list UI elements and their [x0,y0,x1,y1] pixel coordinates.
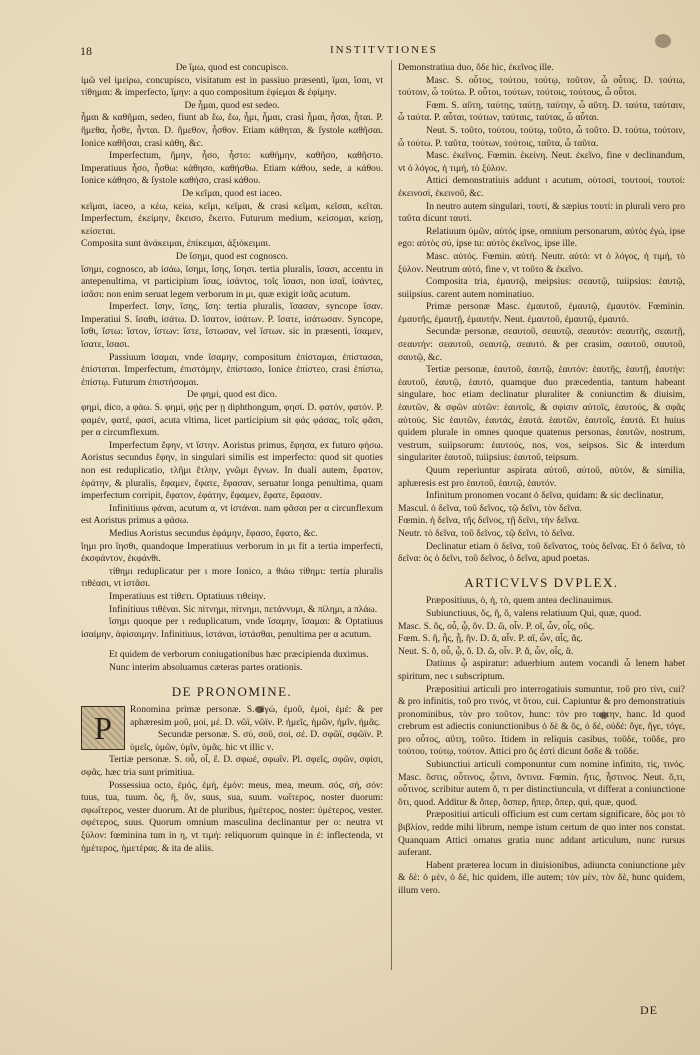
paragraph: Secundæ personæ, σεαυτοῦ, σεαυτῷ, σεαυτόν: σεαυτῆς, σεαυτῇ, σεαυτήν: σεαυτοῦ, σεαυτῷ, σεαυτό. & per crasim, σαυτοῦ, σαυτοῦ, σαυτῷ, &c. [398,326,685,363]
paragraph: Imperfectum, ἥμην, ἧσο, ἧστο: καθήμην, καθῆσο, καθῆστο. Imperatiuus ἧσο, ἧσθω: κάθησο, καθήσθω. Etiam κάθου, sede, a κάθου. Ionice κάθησο, & ſystole καθήσο, crasi κάθου. [81,150,383,187]
paragraph: Masc. αὐτός. Fœmin. αὐτή. Neutr. αὐτό: vt ὁ λόγος, ἡ τιμή, τὸ ξύλον. Neutrum αὐτό, fine ν, vt τοῦτο & ἐκεῖνο. [398,250,685,275]
paragraph: Imperatiuus est τίθετι. Optatiuus τιθείην. [109,590,266,602]
running-title: INSTITVTIONES [330,44,438,56]
paragraph: Composita sunt ἀνάκειμαι, ἐπίκειμαι, ἀξιόκειμαι. [81,238,271,250]
page-header [80,44,660,62]
paragraph: Tertiæ personæ, ἑαυτοῦ, ἑαυτῷ, ἑαυτόν: ἑαυτῆς, ἑαυτῇ, ἑαυτήν: ἑαυτοῦ, ἑαυτῷ, ἑαυτό, quamque duo præcedentia, tantum habeant singulare, hoc etiam declinatur pluraliter & coniunctim & diuisim, ἑαυτῶν, & σφῶν αὐτῶν: ἑαυτοῖς, & σφίσιν αὐτοῖς, ἑαυτούς, & σφᾶς αὐτούς. Sic ἑαυτῶν, ἑαυτάς, ἑαυτά. ἑαυτῶν, ἑαυτοῖς, ἑαυτά. Et huius quidem plurale in omnes quoque quatenus personas, ἑαυτῶν, nostrum, vestrum, suiipsorum: ἑαυτούς, nos, vos, seipsos. Sic & interdum singulariter ἑαυτοῦ, tuiipsius: ἑαυτοῦ, teipsum. [398,364,685,464]
verb-heading: De ἧμαι, quod est sedeo. [184,99,280,111]
paragraph: Masc. S. οὗτος, τούτου, τούτῳ, τοῦτον, ὦ οὗτος. D. τούτω, τούτοιν, ὦ τούτω. P. οὗτοι, τούτων, τούτοις, τούτους, ὦ οὗτοι. [398,74,685,99]
paragraph-text: Ronomina primæ personæ. S. ἐγώ, ἐμοῦ, ἐμοί, ἐμέ: & per aphæresim μοῦ, μοί, μέ. D. νῶϊ, νῶϊν. P. ἡμεῖς, ἡμῶν, ἡμῖν, ἡμᾶς. [130,704,383,728]
catchword: DE [640,1003,658,1017]
paragraph: Subiunctiui articuli componuntur cum nomine infinito, τὶς, τινός. Masc. ὅστις, οὗτινος, ᾧτινι, ὅντινα. Fœmin. ἥτις, ἧστινος. Neut. ὅ,τι, οὗτινος. scribitur autem ὅ, τι per distinctiuncula, vt differat a coniunctione ὅτι, quod. Additur & ὄπερ, ὅσπερ, ἥπερ, ὅπερ, qui, quæ, quod. [398,759,685,808]
paragraph: Passiuum ἴσαμαι, vnde ἴσαμην, compositum ἐπίσταμαι, ἐπίστασαι, ἐπίσταται. Imperfectum, ἐπιστάμην, ἐπίστασο, Ionice ἐπίστεο, crasi ἐπίστω, ἐπίστῳ. Futurum ἐπιστήσομαι. [81,351,383,388]
paragraph: Masc. S. ὅς, οὗ, ᾧ, ὅν. D. ὥ, οἷν. P. οἵ, ὧν, οἷς, οὕς. [398,620,595,632]
paragraph: Præpositiui articuli officium est cum certam significare, δὸς μοι τὸ βιβλίον, redde mihi librum, nempe istum certum de quo inter nos constat. Quanquam Attici ornatus gratia nunc addant articulum, nunc rursus auferant. [398,809,685,859]
paragraph: ἵσημι quoque per ι reduplicatum, vnde ἵσαμην, ἵσαμαι: & Optatiuus ἱσαίμην, ἀφίσαιμην. Infinitiuus, ἱστάναι, ἱστάσθαι, penultima per α acutum. [81,616,383,640]
paragraph: Infinitiuus τιθέναι. Sic πίτνημι, πίτνημι, πετάννυμι, & πίλημι, a πλάω. [109,603,378,615]
paragraph: Fœm. S. ἥ, ἧς, ᾗ, ἥν. D. ἅ, αἷν. P. αἵ, ὧν, αἷς, ἅς. [398,633,583,645]
paragraph: Secundæ personæ. S. σύ, σοῦ, σοί, σέ. D. σφῶϊ, σφῶϊν. P. ὑμεῖς, ὑμῶν, ὑμῖν, ὑμᾶς. hic vt illic ν. [130,729,383,753]
paragraph: ἧμαι & καθῆμαι, sedeo, fiunt ab ἕω, ἕω, ἧμι, ἧμαι, crasi ἧμαι, ἧσαι, ἧται. P. ἥμεθα, ἧσθε, ἧνται. D. ἥμεθον, ἧσθον. Etiam κάθηται, & ſystole καθῆσαι. Ionice καθῆσαι, crasi κάθη, &c. [81,112,383,149]
paragraph: Primæ personæ Masc. ἐμαυτοῦ, ἐμαυτῷ, ἐμαυτόν. Fœminin. ἐμαυτῆς, ἐμαυτῇ, ἐμαυτήν. Neut. ἐμαυτοῦ, ἐμαυτῷ, ἐμαυτό. [398,301,685,325]
paragraph: Datiuus ᾧ aspiratur: aduerbium autem vocandi ὦ lenem habet spiritum, nec ι subscriptum. [398,658,685,682]
paragraph: Fœm. S. αὕτη, ταύτης, ταύτῃ, ταύτην, ὦ αὕτη. D. ταύτα, ταύταιν, ὦ ταύτα. P. αὗται, τούτων, ταύταις, ταύτας, ὦ αὗται. [398,99,685,124]
section-title: DE PRONOMINE. [171,683,293,699]
right-column [398,62,685,898]
paragraph: ἴσημι, cognosco, ab ἰσάω, ἴσημι, ἴσης, ἴσησι. tertia pluralis, ἴσασι, accentu in antepenultima, vt participium ἴσας, ἰσάντος, τοῖς ἴσασι, non ἰσαῖ, ἰσάντες, ἰσᾶσι: non enim seruat legem verborum in μι, quæ exigit ἰσᾶς acutum. [81,263,383,300]
paragraph: Præpositiui articuli pro interrogatiuis sumuntur, τοῦ pro τίνι, cui? & pro infinitis, τοῦ pro τινός, vt ὅτου, cui. Capiuntur & pro demonstratiuis pronominibus, τὸν pro τοῦτον, hunc: τὸν pro ταύτην, hanc. Id quod crebrum est adiectis coniunctionibus ὁ δὲ & ὅς, ὁ δέ, οὐδέ: ὄγε, ἥγε, τόγε, pro οὗτος, αὕτη, τοῦτο. Itidem in reliquis casibus, τοῦδε, τοῦδε, pro τούτου, τούτῳ, τούτον. Attici pro ὅς ἐστὶ dicunt ὅσδε & τοῦδε. [398,683,685,758]
paragraph: φημί, dico, a φάω. S. φημί, φῄς per ῃ diphthongum, φησί. D. φατόν, φατόν. P. φαμέν, φατέ, φασί, acuta vltima, licet participium sit φάς φάσας, τοῖς φᾶσι, per α circumflexum. [81,402,383,439]
paragraph: Quum reperiuntur aspirata αὐτοῦ, αὐτοῦ, αὐτόν, & similia, aphæresis est pro ἑαυτοῦ, ἑαυτῷ, ἑαυτόν. [398,465,685,489]
paragraph: Declinatur etiam ὁ δεῖνα, τοῦ δεῖνατος, τοὺς δεῖνας. Et ὁ δεῖνα, τὸ δεῖνα: ὁς ὁ δεῖνι, τοῦ δεῖνος, ὁ δεῖνα, apud poetas. [398,540,685,565]
paragraph: In neutro autem singulari, τουτί, & sæpius τουτί: in plurali vero pro ταῦτα dicunt ταυτί. [398,200,685,225]
paragraph: Tertiæ personæ. S. οὗ, οἷ, ἕ. D. σφωέ, σφωΐν. Pl. σφεῖς, σφῶν, σφίσι, σφᾶς. hæc tria sunt primitiua. [81,754,383,779]
paragraph: ἱμῶ vel ἱμείρω, concupisco, visitatum est in passiuo præsenti, ἵμαι, ἵσαι, vt τίθημαι: & imperfecto, ἵμην: a quo compositum ἐφίεμαι & ἐφίμην. [81,74,383,99]
paragraph: Neut. S. ὅ, οὗ, ᾧ, ὅ. D. ὥ, οἷν. P. ἅ, ὧν, οἷς, ἅ. [398,645,574,657]
page-number: 18 [80,44,92,58]
paragraph: Composita tria, ἐμαυτῷ, meipsius: σεαυτῷ, tuiipsius: ἑαυτῷ, suiipsius. carent autem nominatiuo. [398,276,685,300]
paragraph: Nunc interim absoluamus cæteras partes orationis. [109,661,303,673]
paragraph: Mascul. ὁ δεῖνα, τοῦ δεῖνος, τῷ δεῖνι, τὸν δεῖνα. [398,502,582,514]
paragraph: Præpositiuus, ὁ, ἡ, τὸ, quem antea declinauimus. [426,595,614,607]
paragraph: Attici demonstratiuis addunt ι acutum, οὑτοσί, τουτουί, τουτοί: ἐκεινοσί, ἐκεινοῦ, &c. [398,175,685,199]
paragraph: Habent præterea locum in diuisionibus, adiuncta coniunctione μὲν & δέ: ὁ μὲν, ὁ δέ, hic quidem, ille autem; τὸν μὲν, τὸν δὲ, hunc quidem, illum vero. [398,859,685,896]
paragraph: τίθημι reduplicatur per ι more Ionico, a θιάω τίθημι: tertia pluralis τιθέασι, vt ἱστᾶσι. [81,565,383,590]
paragraph: Imperfectum ἔφην, vt ἵστην. Aoristus primus, ἔφησα, ex futuro φήσω. Aoristus secundus ἔφην, in singulari similis est imperfecto: quod sit quoties non est reduplicatio, τλῆμι ἔτλην, γνῶμι ἔγνων. In duali autem, ἔφατον, ἐφάτην, & pluralis, ἔφαμεν, ἔφατε, ἔφασαν, seruatur longa penultima, quam imperfectum corripit, ἔφατον, ἐφάτην, ἔφαμεν, ἔφατε, ἔφασαν. [81,439,383,502]
paragraph: Relatiuum ὑμῶν, αὐτός ipse, omnium personarum, αὐτὸς ἐγώ, ipse ego: αὐτὸς σύ, ipse tu: αὐτὸς ἐκεῖνος, ipse ille. [398,225,685,250]
paragraph: Et quidem de verborum coniugationibus hæc præcipienda duximus. [109,649,369,661]
paragraph: Medius Aoristus secundus ἐφάμην, ἔφασο, ἔφατο, &c. [109,527,318,539]
paragraph: Infinitum pronomen vocant ὁ δεῖνα, quidam: & sic declinatur, [426,490,664,502]
paragraph: Imperfect. ἴσην, ἴσης, ἴση: tertia pluralis, ἴσασαν, syncope ἴσαν. Imperatiui S. ἴσαθι, ἰσάτω. D. ἴσατον, ἰσάτων. P. ἴσατε, ἰσάτωσαν. Syncope, ἴσθι, ἴστω: ἴστον, ἴστων: ἴστε, ἴστωσαν, vel ἴστων. sic in præsenti, ἴσαμεν, ἴσατε, ἴσασι. [81,301,383,351]
verb-heading: De ἵμω, quod est concupisco. [175,62,289,73]
paragraph: Masc. ἐκεῖνος. Fœmin. ἐκείνη. Neut. ἐκεῖνο, fine ν declinandum, vt ὁ λόγος, ἡ τιμή, τὸ ξύλον. [398,150,685,174]
left-column [81,62,383,855]
paragraph: Neutr. τὸ δεῖνα, τοῦ δεῖνος, τῷ δεῖνι, τὸ δεῖνα. [398,527,575,539]
section-title: ARTICVLVS DVPLEX. [464,574,619,590]
paragraph: κεῖμαι, iaceo, a κέω, κείω, κεῖμι, κεῖμαι, & crasi κεῖμαι, κεῖσαι, κεῖται. Imperfectum, ἐκείμην, ἔκεισο, ἔκειτο. Futurum medium, κείσομαι, κείσῃ, κείσεται. [81,200,383,237]
verb-heading: De ἴσημι, quod est cognosco. [175,250,289,262]
paragraph: ἵημι pro ἵησθι, quandoque Imperatiuus verborum in μι fit a tertia imperfecti, ἐκσφάντον, ἐκφάνθι. [81,540,383,565]
paragraph: Infinitiuus φάναι, acutum α, vt ἱστάναι. nam φᾶσαι per α circunflexum est Aoristus primus a φάσω. [81,502,383,527]
paragraph: Fœmin. ἡ δεῖνα, τῆς δεῖνος, τῇ δεῖνι, τὴν δεῖνα. [398,515,580,527]
paragraph: Neut. S. τοῦτο, τούτου, τούτῳ, τοῦτο, ὦ τοῦτο. D. τούτω, τούτοιν, ὦ τούτω. P. ταῦτα, τούτων, τούτοις, ταῦτα, ὦ ταῦτα. [398,124,685,149]
decorated-initial: P [81,706,125,750]
verb-heading: De φημί, quod est dico. [186,389,278,401]
paragraph: Subiunctiuus, ὅς, ἥ, ὅ, valens relatiuum Qui, quæ, quod. [426,607,642,619]
paragraph: Demonstratiua duo, ὅδε hic, ἐκεῖνος ille. [398,62,554,73]
column-divider [391,60,392,970]
verb-heading: De κεῖμαι, quod est iaceo. [182,187,282,199]
paragraph: Possessiua octo, ἐμός, ἐμή, ἐμόν: meus, mea, meum. σός, σή, σόν: tuus, tua, tuum. ὅς, ἥ, ὅν, suus, sua, suum. νωΐτερος, noster duorum: σφωΐτερος, vester duorum. At de pluribus, ἡμέτερος, noster: ὑμέτερος, vester. σφέτερος, suus. Quorum omnium masculina declinantur per ο: neutra vt ξύλον: fœminina tum in η, vt τιμή: reliquorum quinque in ἐ: inflectenda, vt ἡμέτερος, ἡμετέρας. & ita de aliis. [81,779,383,854]
